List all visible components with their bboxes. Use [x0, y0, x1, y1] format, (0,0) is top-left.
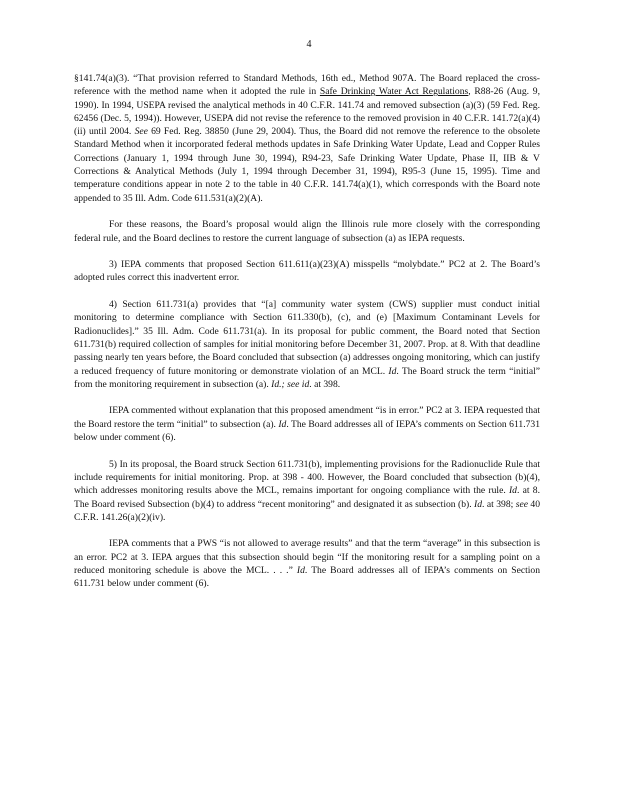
text-run: . at 398.	[309, 378, 341, 390]
case-title: Safe Drinking Water Act Regulations	[319, 86, 469, 98]
page-number: 4	[306, 39, 312, 50]
paragraph-p1	[74, 72, 540, 205]
text-run: . The Board addresses all of IEPA’s comments on Section 611.731 below under comment (6).	[74, 418, 540, 444]
citation-signal: Id	[388, 365, 397, 377]
citation-signal: see	[515, 498, 528, 510]
document-body	[74, 72, 540, 604]
citation-signal: Id.; see id	[271, 378, 310, 390]
paragraph-p7	[74, 537, 540, 590]
text-run: IEPA commented without explanation that this proposed amendment “is in error.” PC2 at 3. IEPA requested that the Board restore the term “initial” to subsection (a).	[74, 405, 540, 430]
text-run: . The Board struck the term “initial” from the monitoring requirement in subsection (a).	[74, 365, 540, 390]
paragraph-p4	[74, 298, 540, 391]
paragraph-p5	[74, 404, 540, 444]
paragraph-p6	[74, 458, 540, 524]
text-run: , R88-26 (Aug. 9, 1990). In 1994, USEPA revised the analytical methods in 40 C.F.R. 141.74 and removed subsection (a)(3) (59 Fed. Reg. 62456 (Dec. 5, 1994)). However, USEPA did not revise the reference to the removed provision in 40 C.F.R. 141.72(a)(4)(ii) until 2004.	[74, 86, 541, 138]
citation-signal: See	[134, 126, 148, 138]
citation-signal: Id	[508, 485, 517, 497]
citation-signal: Id	[474, 498, 483, 510]
text-run: 40 C.F.R. 141.26(a)(2)(iv).	[74, 498, 540, 523]
citation-signal: Id	[296, 564, 305, 576]
text-run: . at 398;	[482, 498, 516, 510]
text-run: 3) IEPA comments that proposed Section 611.611(a)(23)(A) misspells “molybdate.” PC2 at 2. The Board’s adopted rules correct this inadvertent error.	[74, 259, 540, 284]
text-run: 69 Fed. Reg. 38850 (June 29, 2004). Thus, the Board did not remove the reference to the obsolete Standard Method when it incorporated federal methods updates in Safe Drinking Water Update, Lead and Copper Rules Corrections (January 1, 1994 through June 30, 1994), R94-23, Safe Drinking Water Update, Phase II, IIB & V Corrections & Analytical Methods (July 1, 1994 through December 31, 1994), R95-3 (June 15, 1995). Time and temperature conditions appear in note 2 to the table in 40 C.F.R. 141.74(a)(1), which corresponds with the Board note appended to 35 Ill. Adm. Code 611.531(a)(2)(A).	[74, 126, 541, 204]
text-run: . at 8. The Board revised Subsection (b)(4) to address “recent monitoring” and designated it as subsection (b).	[74, 485, 540, 510]
text-run: IEPA comments that a PWS “is not allowed to average results” and that the term “average” in this subsection is an error. PC2 at 3. IEPA argues that this subsection should begin “If the monitoring result for a sampling point on a reduced monitoring schedule is above the MCL. . . .”	[74, 538, 540, 576]
text-run: For these reasons, the Board’s proposal would align the Illinois rule more closely with the corresponding federal rule, and the Board declines to restore the current language of subsection (a) as IEPA requests.	[74, 219, 540, 244]
paragraph-p3	[74, 258, 540, 285]
text-run: §141.74(a)(3). “That provision referred to Standard Methods, 16th ed., Method 907A. The Board replaced the cross-reference with the method name when it adopted the rule in	[74, 73, 540, 98]
text-run: 4) Section 611.731(a) provides that “[a] community water system (CWS) supplier must conduct initial monitoring to determine compliance with Section 611.330(b), (c), and (e) [Maximum Contaminant Levels for Radionuclides].” 35 Ill. Adm. Code 611.731(a). In its proposal for public comment, the Board noted that Section 611.731(b) required collection of samples for initial monitoring before December 31, 2007. Prop. at 8. With that deadline passing nearly ten years before, the Board concluded that subsection (a) addresses ongoing monitoring, which can justify a reduced frequency of future monitoring or demonstrate violation of an MCL.	[74, 299, 540, 377]
text-run: 5) In its proposal, the Board struck Section 611.731(b), implementing provisions for the Radionuclide Rule that include requirements for initial monitoring. Prop. at 398 - 400. However, the Board concluded that subsection (b)(4), which addresses monitoring results above the MCL, remains important for ongoing compliance with the rule.	[74, 458, 540, 497]
paragraph-p2	[74, 218, 540, 245]
text-run: . The Board addresses all of IEPA’s comments on Section 611.731 below under comment (6).	[74, 564, 541, 590]
citation-signal: Id	[278, 418, 287, 430]
